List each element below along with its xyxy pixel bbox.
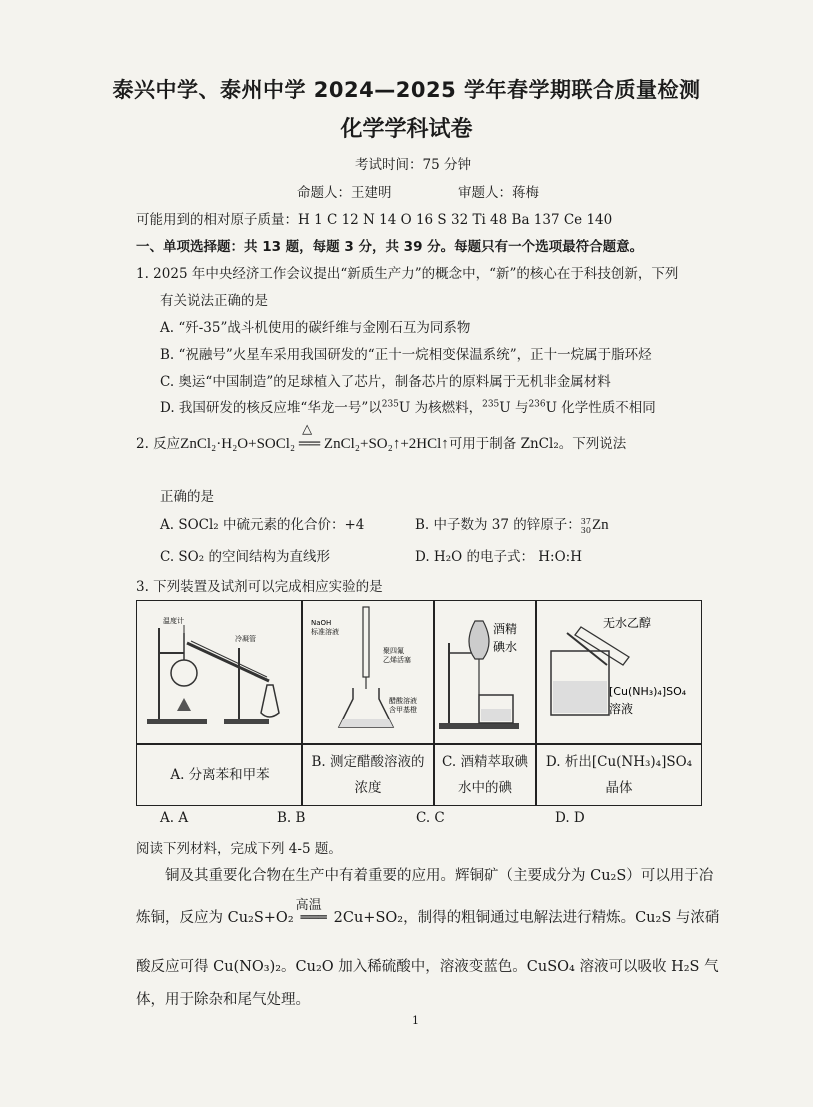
- methyl-orange-label: 含甲基橙: [389, 706, 417, 714]
- heat-condition: △: [302, 422, 313, 437]
- q3-stem: 3. 下列装置及试剂可以完成相应实验的是: [136, 579, 383, 595]
- atomic-masses: 可能用到的相对原子质量：H 1 C 12 N 14 O 16 S 32 Ti 48 Ba 137 Ce 140: [136, 212, 613, 228]
- ptfe-label: 聚四氟: [383, 647, 404, 655]
- apparatus-table: [136, 600, 702, 806]
- titration-apparatus-image: [303, 603, 431, 741]
- q3-answer-d: D. D: [555, 810, 585, 826]
- caption-b: B. 测定醋酸溶液的浓度: [311, 754, 425, 796]
- thermometer-label: 温度计: [163, 617, 184, 625]
- condenser-label: 冷凝管: [235, 635, 256, 643]
- q2-option-a: A. SOCl₂ 中硫元素的化合价：+4: [160, 517, 365, 533]
- q3-answer-c: C. C: [416, 810, 445, 826]
- naoh-label: NaOH: [311, 619, 332, 627]
- acetic-acid-label: 醋酸溶液: [389, 697, 417, 705]
- q2-stem: 2. 反应ZnCl₂·H₂O+SOCl₂ ══ ZnCl₂+SO₂↑+2HCl↑ △ 可用于制备 ZnCl₂。下列说法: [136, 422, 627, 452]
- isotope-mass: 236: [528, 399, 546, 410]
- q2-option-b: B. 中子数为 37 的锌原子： 37 30 Zn: [415, 516, 609, 535]
- q1-option-d: D. 我国研发的核反应堆“华龙一号”以$^{235}$U 为核燃料，$^{235}$U 与$^{236}$U 化学性质不相同: [160, 399, 656, 416]
- section-heading: 一、单项选择题：共 13 题，每题 3 分，共 39 分。每题只有一个选项最符合题意。: [136, 239, 644, 255]
- high-temp-condition: 高温: [295, 898, 322, 913]
- q1-stem-line2: 有关说法正确的是: [160, 293, 268, 309]
- passage-line2: 炼铜，反应为 Cu₂S+O₂ 高温 ═══ 2Cu+SO₂，制得的粗铜通过电解法进行精炼。Cu₂S 与浓硝: [136, 906, 719, 927]
- stopcock-label: 乙烯活塞: [383, 656, 411, 664]
- page-number: 1: [412, 1014, 419, 1027]
- caption-d: D. 析出[Cu(NH₃)₄]SO₄晶体: [545, 754, 693, 796]
- q3-answer-a: A. A: [160, 810, 189, 826]
- distillation-apparatus-image: [139, 603, 299, 741]
- question-reviewer: 审题人：蒋梅: [458, 185, 539, 201]
- q1-option-b: B. “祝融号”火星车采用我国研发的“正十一烷相变保温系统”，正十一烷属于脂环烃: [160, 347, 652, 363]
- caption-a: A. 分离苯和甲苯: [170, 767, 270, 783]
- exam-time: 考试时间：75 分钟: [355, 157, 471, 173]
- ethanol-label: 无水乙醇: [603, 616, 652, 630]
- isotope-mass: 235: [482, 399, 500, 410]
- q1-option-a: A. “歼-35”战斗机使用的碳纤维与金刚石互为同系物: [160, 320, 471, 336]
- q1-stem-line1: 1. 2025 年中央经济工作会议提出“新质生产力”的概念中，“新”的核心在于科技创新，下列: [136, 266, 679, 282]
- standard-solution-label: 标准溶液: [311, 628, 339, 636]
- separatory-funnel-image: [435, 603, 533, 741]
- q2-reaction-equation: ZnCl₂·H₂O+SOCl₂ ══ ZnCl₂+SO₂↑+2HCl↑: [180, 436, 449, 452]
- q2-option-d: D. H₂O 的电子式： H:O:H: [415, 549, 582, 565]
- passage-line1: 铜及其重要化合物在生产中有着重要的应用。辉铜矿（主要成分为 Cu₂S）可以用于冶: [165, 868, 714, 884]
- q2-option-c: C. SO₂ 的空间结构为直线形: [160, 549, 330, 565]
- question-setter: 命题人：王建明: [297, 185, 392, 201]
- iodine-water-label: 碘水: [493, 640, 518, 654]
- q2-stem-line2: 正确的是: [160, 489, 214, 505]
- exam-title: 泰兴中学、泰州中学 2024—2025 学年春学期联合质量检测: [112, 78, 701, 102]
- q1-option-c: C. 奥运“中国制造”的足球植入了芯片，制备芯片的原料属于无机非金属材料: [160, 374, 611, 390]
- alcohol-label: 酒精: [493, 622, 518, 636]
- passage-intro: 阅读下列材料，完成下列 4-5 题。: [136, 841, 342, 857]
- caption-c: C. 酒精萃取碘水中的碘: [442, 754, 528, 796]
- beaker-crystallization-image: [537, 603, 699, 741]
- solution-label: 溶液: [609, 702, 634, 716]
- isotope-mass: 235: [381, 399, 399, 410]
- exam-subtitle: 化学学科试卷: [340, 117, 473, 142]
- complex-solution-label: [Cu(NH₃)₄]SO₄: [609, 685, 687, 698]
- passage-line3: 酸反应可得 Cu(NO₃)₂。Cu₂O 加入稀硫酸中，溶液变蓝色。CuSO₄ 溶液可以吸收 H₂S 气: [136, 959, 719, 975]
- q3-answer-b: B. B: [277, 810, 306, 826]
- passage-line4: 体，用于除杂和尾气处理。: [136, 992, 310, 1008]
